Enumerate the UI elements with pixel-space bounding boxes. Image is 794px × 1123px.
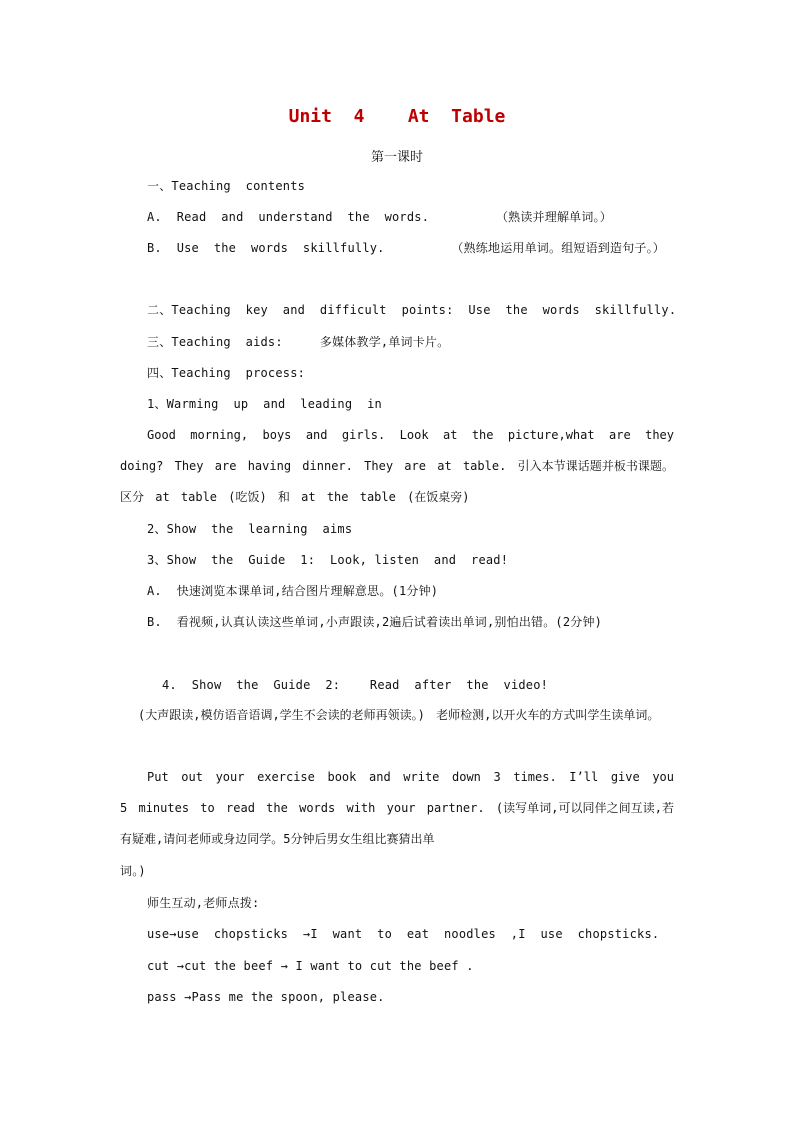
step-guide-1: 3、Show the Guide 1: Look, listen and read! <box>147 553 509 567</box>
step-learning-aims: 2、Show the learning aims <box>147 522 353 536</box>
interaction-heading: 师生互动,老师点拨: <box>147 896 260 910</box>
paragraph-guide-2: (大声跟读,模仿语音语调,学生不会读的老师再领读。) 老师检测,以开火车的方式叫学生读单词。 <box>138 708 660 722</box>
content-item-a: A. Read and understand the words. （熟读并理解单词。） <box>147 210 612 224</box>
content-item-b: B. Use the words skillfully. （熟练地运用单词。组短语到造句子。） <box>147 241 666 255</box>
example-pass: pass →Pass me the spoon, please. <box>147 990 385 1004</box>
lesson-subtitle: 第一课时 <box>370 150 423 165</box>
paragraph-exercise: Put out your exercise book and write down 3 times. I’ll give you 5 minutes to read the words with your partner. (读写单词,可以同伴之间互读,若有疑难,请问老师或身边同学。5分钟后男女生组比赛猜出单 <box>120 770 674 846</box>
guide-1-item-b: B. 看视频,认真认读这些单词,小声跟读,2遍后试着读出单词,别怕出错。(2分钟) <box>147 615 603 629</box>
step-warming-up: 1、Warming up and leading in <box>147 397 382 411</box>
step-guide-2: 4. Show the Guide 2: Read after the video! <box>162 678 549 692</box>
section-teaching-contents: 一、Teaching contents <box>147 179 306 193</box>
paragraph-exercise-end: 词。) <box>120 864 146 878</box>
paragraph-warming-up: Good morning, boys and girls. Look at the picture,what are they doing? They are having dinner. They are at table. 引入本节课话题并板书课题。区分 at table (吃饭) 和 at the table (在饭桌旁) <box>120 428 674 504</box>
example-cut: cut →cut the beef → I want to cut the beef . <box>147 959 474 973</box>
section-teaching-aids: 三、Teaching aids: 多媒体教学,单词卡片。 <box>147 335 450 349</box>
example-use: use→use chopsticks →I want to eat noodles ,I use chopsticks. <box>147 927 660 941</box>
document-title: Unit 4 At Table <box>288 106 506 127</box>
section-teaching-process: 四、Teaching process: <box>147 366 306 380</box>
guide-1-item-a: A. 快速浏览本课单词,结合图片理解意思。(1分钟) <box>147 584 439 598</box>
section-key-points: 二、Teaching key and difficult points: Use the words skillfully. <box>147 303 677 317</box>
